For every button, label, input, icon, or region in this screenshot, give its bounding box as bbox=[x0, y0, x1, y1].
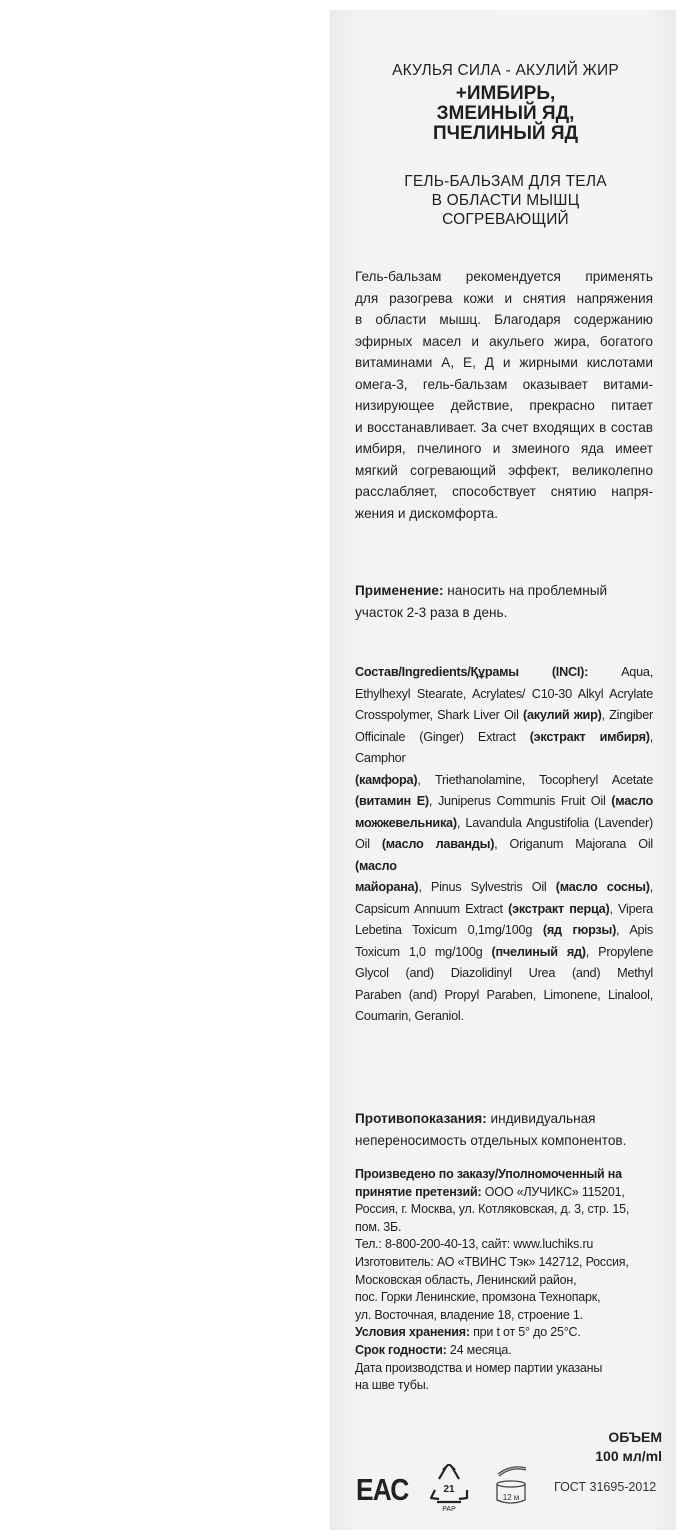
product-subtitle bbox=[348, 84, 663, 144]
text-run: , bbox=[649, 880, 653, 894]
text-run: , Lavandula Angustifolia (Lavender) bbox=[456, 815, 653, 830]
text-run: при t от 5° до 25°С. bbox=[469, 1325, 581, 1340]
text-run: Toxicum 1,0 mg/100g bbox=[355, 944, 492, 959]
text-run: , Origanum Majorana Oil bbox=[494, 837, 653, 851]
text-run: Officinale (Ginger) Extract bbox=[355, 729, 530, 744]
manufacturer-section bbox=[355, 1166, 653, 1395]
subtitle-line: ПЧЕЛИНЫЙ ЯД bbox=[432, 123, 579, 144]
text-run: , Pinus Sylvestris Oil bbox=[418, 880, 556, 894]
text-run: ООО «ЛУЧИКС» 115201, bbox=[481, 1184, 625, 1199]
text-run: , Camphor bbox=[355, 729, 653, 765]
bold-text: Срок годности: bbox=[355, 1342, 447, 1357]
bold-text: можжевельника) bbox=[355, 815, 457, 830]
bold-text: (масло сосны) bbox=[555, 880, 650, 894]
manufacturer-line bbox=[355, 1377, 653, 1395]
text-run: , Triethanolamine, Tocopheryl Acetate bbox=[417, 772, 653, 787]
eac-mark-icon: ЕАС bbox=[356, 1472, 409, 1507]
text-run: , Zingiber bbox=[601, 708, 653, 722]
manufacturer-line bbox=[355, 1342, 653, 1360]
ingredients-line bbox=[355, 1006, 653, 1028]
body-line: жения и дискомфорта. bbox=[355, 505, 499, 521]
contra-line-2: непереносимость отдельных компонентов. bbox=[355, 1132, 627, 1148]
body-line: витаминами А, Е, Д и жирными кислотами bbox=[355, 355, 653, 370]
text-run: Aqua, bbox=[588, 665, 653, 679]
bold-text: (экстракт перца) bbox=[508, 901, 610, 916]
contra-line-1 bbox=[355, 1108, 653, 1130]
bold-text: (масло лаванды) bbox=[381, 837, 495, 851]
usage-section bbox=[355, 580, 653, 623]
body-line: мягкий согревающий эффект, великолепно bbox=[355, 462, 653, 478]
body-line: Гель-бальзам рекомендуется применять bbox=[355, 269, 653, 284]
usage-text: наносить на проблемный bbox=[443, 583, 608, 598]
text-run: Paraben (and) Propyl Paraben, Limonene, Linalool, bbox=[355, 987, 653, 1002]
manufacturer-line bbox=[355, 1236, 653, 1254]
bold-text: (масло bbox=[611, 794, 653, 808]
bold-text: (пчелиный яд) bbox=[491, 944, 586, 959]
ingredients-line bbox=[355, 877, 653, 899]
bold-text: Состав/Ingredients/Құрамы (INCI): bbox=[355, 665, 589, 679]
gost-label: ГОСТ 31695-2012 bbox=[554, 1480, 657, 1494]
recycle-text: PAP bbox=[442, 1506, 456, 1512]
bold-text: (акулий жир) bbox=[523, 708, 602, 722]
text-run: пос. Горки Ленинские, промзона Технопарк, bbox=[355, 1290, 601, 1305]
body-line: в области мышц. Благодаря содержанию bbox=[355, 312, 653, 327]
pao-label: 12 м bbox=[502, 1493, 520, 1502]
body-line: имбиря, пчелиного и змеиного яда имеет bbox=[355, 441, 653, 456]
description-line: СОГРЕВАЮЩИЙ bbox=[442, 211, 569, 228]
body-line: низирующее действие, прекрасно питает bbox=[355, 398, 653, 413]
body-line: эфирных масел и акульего жира, богатого bbox=[355, 333, 653, 349]
ingredients-line bbox=[355, 662, 653, 684]
bold-text: (масло bbox=[355, 858, 397, 873]
contra-text: индивидуальная bbox=[486, 1111, 596, 1126]
text-run: Изготовитель: АО «ТВИНС Тэк» 142712, Россия, bbox=[355, 1254, 629, 1269]
text-run: Crosspolymer, Shark Liver Oil bbox=[355, 708, 524, 722]
description-line: В ОБЛАСТИ МЫШЦ bbox=[431, 192, 580, 209]
ingredients-line bbox=[355, 813, 653, 835]
text-run: , Apis bbox=[616, 923, 653, 937]
bold-text: принятие претензий: bbox=[355, 1184, 482, 1199]
bold-text: (камфора) bbox=[355, 772, 418, 787]
text-run: 24 месяца. bbox=[446, 1342, 512, 1357]
open-jar-icon bbox=[490, 1460, 532, 1510]
contra-label: Противопоказания: bbox=[355, 1111, 487, 1126]
body-line: расслабляет, способствует снятию напря- bbox=[355, 484, 653, 499]
manufacturer-line bbox=[355, 1360, 653, 1378]
volume-title: ОБЪЕМ bbox=[608, 1429, 662, 1445]
ingredients-line bbox=[355, 705, 653, 727]
product-body-text bbox=[355, 266, 653, 524]
usage-label: Применение: bbox=[355, 583, 444, 598]
body-line: для разогрева кожи и снятия напряжения bbox=[355, 290, 653, 306]
text-run: Oil bbox=[355, 837, 382, 851]
text-run: Coumarin, Geraniol. bbox=[355, 1009, 464, 1023]
subtitle-line: +ИМБИРЬ, bbox=[455, 83, 556, 104]
manufacturer-line bbox=[355, 1184, 653, 1202]
usage-line-1 bbox=[355, 580, 653, 602]
text-run: Тел.: 8-800-200-40-13, сайт: www.luchiks.ru bbox=[355, 1237, 594, 1252]
ingredients-line bbox=[355, 920, 653, 942]
usage-line-2: участок 2-3 раза в день. bbox=[355, 604, 508, 620]
recycle-code: 21 bbox=[443, 1484, 455, 1495]
text-run: , Juniperus Communis Fruit Oil bbox=[428, 794, 612, 808]
text-run: ул. Восточная, владение 18, строение 1. bbox=[355, 1307, 583, 1322]
ingredients-line bbox=[355, 684, 653, 706]
bold-text: (витамин E) bbox=[355, 794, 429, 808]
text-run: Capsicum Annuum Extract bbox=[355, 901, 509, 916]
manufacturer-line bbox=[355, 1272, 653, 1290]
bold-text: майорана) bbox=[355, 880, 419, 894]
certification-marks bbox=[340, 1460, 670, 1520]
manufacturer-line bbox=[355, 1219, 653, 1237]
manufacturer-line bbox=[355, 1254, 653, 1272]
bold-text: Условия хранения: bbox=[355, 1325, 470, 1340]
bold-text: (яд гюрзы) bbox=[542, 923, 617, 937]
text-run: , Propylene bbox=[585, 944, 653, 959]
body-line: и восстанавливает. За счет входящих в состав bbox=[355, 419, 653, 435]
description-line: ГЕЛЬ-БАЛЬЗАМ ДЛЯ ТЕЛА bbox=[404, 173, 607, 190]
recycle-icon bbox=[428, 1464, 470, 1512]
contraindications-section bbox=[355, 1108, 653, 1151]
subtitle-line: ЗМЕИНЫЙ ЯД, bbox=[436, 103, 575, 124]
text-run: Ethylhexyl Stearate, Acrylates/ C10-30 Alkyl Acrylate bbox=[355, 686, 653, 701]
manufacturer-line bbox=[355, 1289, 653, 1307]
manufacturer-line bbox=[355, 1307, 653, 1325]
bold-text: (экстракт имбиря) bbox=[529, 729, 650, 744]
ingredients-line bbox=[355, 727, 653, 770]
text-run: Дата производства и номер партии указаны bbox=[355, 1360, 603, 1375]
ingredients-line bbox=[355, 985, 653, 1007]
product-description bbox=[348, 172, 663, 229]
manufacturer-line bbox=[355, 1201, 653, 1219]
text-run: пом. 3Б. bbox=[355, 1219, 402, 1234]
ingredients-section bbox=[355, 662, 653, 1028]
body-line: омега-3, гель-бальзам оказывает витами- bbox=[355, 376, 653, 392]
volume-value: 100 мл/ml bbox=[595, 1448, 662, 1464]
ingredients-line bbox=[355, 942, 653, 964]
ingredients-line bbox=[355, 899, 653, 921]
ingredients-line bbox=[355, 791, 653, 813]
ingredients-line bbox=[355, 834, 653, 877]
manufacturer-line bbox=[355, 1324, 653, 1342]
text-run: на шве тубы. bbox=[355, 1378, 429, 1393]
ingredients-line bbox=[355, 770, 653, 792]
bold-text: Произведено по заказу/Уполномоченный на bbox=[355, 1167, 622, 1181]
ingredients-line bbox=[355, 963, 653, 985]
text-run: Lebetina Toxicum 0,1mg/100g bbox=[355, 923, 543, 937]
product-title: АКУЛЬЯ СИЛА - АКУЛИЙ ЖИР bbox=[392, 62, 619, 79]
text-run: , Vipera bbox=[609, 901, 653, 916]
manufacturer-line bbox=[355, 1166, 653, 1184]
text-run: Россия, г. Москва, ул. Котляковская, д. 3, стр. 15, bbox=[355, 1202, 630, 1217]
text-run: Московская область, Ленинский район, bbox=[355, 1272, 577, 1287]
text-run: Glycol (and) Diazolidinyl Urea (and) Methyl bbox=[355, 966, 653, 980]
